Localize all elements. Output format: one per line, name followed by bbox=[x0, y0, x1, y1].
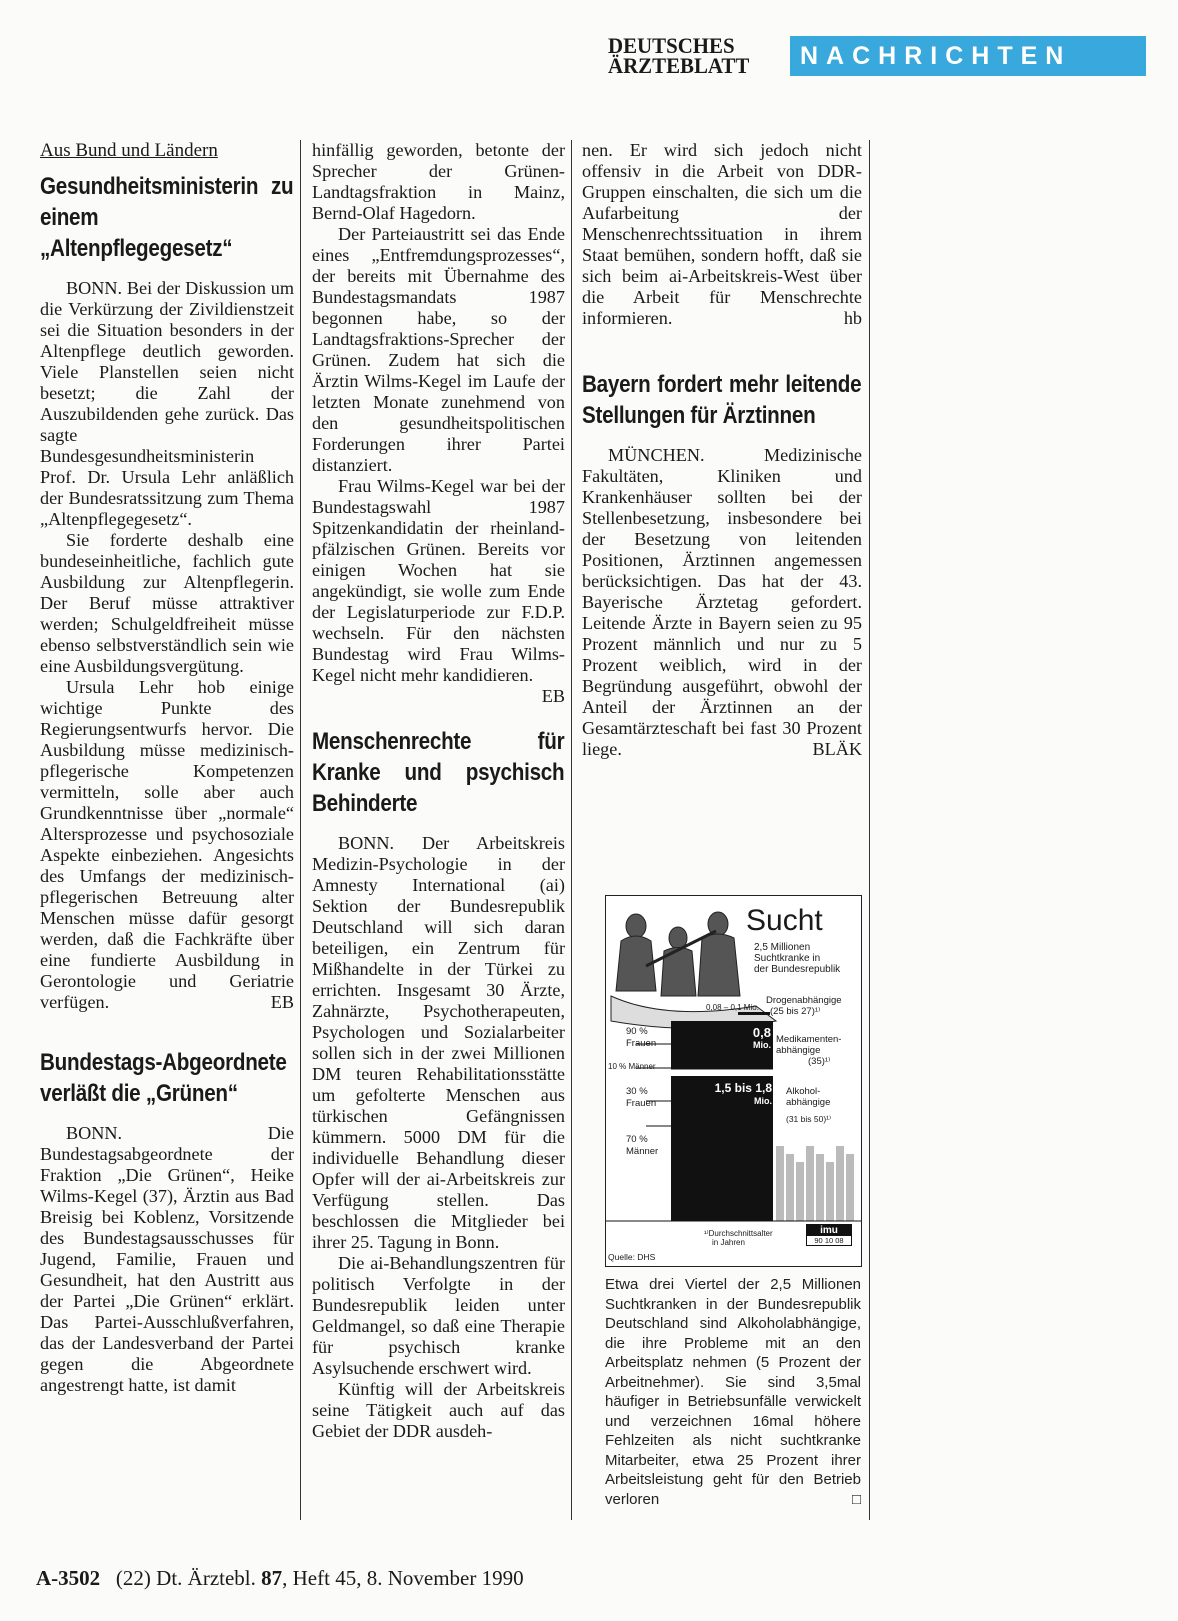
column-rule bbox=[571, 140, 572, 1520]
article-paragraph bbox=[40, 677, 294, 1013]
background-texture-bar bbox=[776, 1146, 784, 1221]
column-rule bbox=[300, 140, 301, 1520]
column-4 bbox=[877, 140, 1145, 150]
drug-label-text: Drogenabhängige bbox=[766, 995, 842, 1006]
alc-value bbox=[704, 1082, 772, 1108]
section-banner: NACHRICHTEN bbox=[790, 36, 1146, 76]
alc-value-number: 1,5 bis 1,8 bbox=[714, 1081, 772, 1095]
med-women-share bbox=[626, 1026, 656, 1050]
page-number: A-3502 bbox=[36, 1566, 101, 1590]
med-women-label: Frauen bbox=[626, 1038, 657, 1049]
chart-footnote-line1: ¹⁾Durchschnittsalter bbox=[704, 1229, 773, 1238]
headline-bayern: Bayern fordert mehr leitende Stellungen für Ärztinnen bbox=[582, 371, 862, 429]
alc-women-label: Frauen bbox=[626, 1098, 657, 1109]
column-rule bbox=[869, 140, 870, 1520]
med-value bbox=[746, 1026, 771, 1052]
chart-footnote bbox=[704, 1229, 773, 1247]
alc-label bbox=[786, 1086, 831, 1125]
addiction-chart bbox=[605, 895, 862, 1267]
masthead-line1: DEUTSCHES bbox=[608, 33, 735, 58]
med-value-unit: Mio. bbox=[753, 1040, 771, 1050]
article-paragraph: hinfällig geworden, betonte der Sprecher der Grünen-Landtagsfraktion in Mainz, Bernd-Olaf Hagedorn. bbox=[312, 140, 565, 223]
med-label-line2: abhängige bbox=[776, 1045, 821, 1056]
med-women-pct: 90 % bbox=[626, 1026, 648, 1037]
article-paragraph: BONN. Bei der Diskussion um die Verkürzung der Zivildienstzeit sei die Situation besonders in der Altenpflege deutlich geworden. Viele Planstellen seien nicht besetzt; die Zahl der Auszubildenden gehe zurück. Das sagte Bundesgesundheitsministerin Prof. Dr. Ursula Lehr anläßlich der Bundesratssitzung zum Thema „Altenpflegegesetz“. bbox=[40, 278, 294, 529]
author-signature: hb bbox=[843, 308, 862, 328]
drug-age: (25 bis 27)¹⁾ bbox=[770, 1006, 821, 1017]
alc-label-line1: Alkohol- bbox=[786, 1086, 821, 1097]
issue-date: , Heft 45, 8. November 1990 bbox=[282, 1566, 524, 1590]
med-age: (35)¹⁾ bbox=[808, 1056, 831, 1067]
imu-logo bbox=[806, 1224, 852, 1246]
chart-subtitle-line2: Suchtkranke in bbox=[754, 953, 821, 964]
author-signature: BLÄK bbox=[812, 739, 862, 759]
alc-value-unit: Mio. bbox=[754, 1096, 772, 1106]
chart-subtitle bbox=[754, 942, 840, 975]
article-paragraph: Der Parteiaustritt sei das Ende eines „Entfremdungsprozesses“, der bereits mit Übernahme des Bundestagsmandats 1987 begonnen habe, so der Landtagsfraktions-Sprecher der Grünen. Zudem hat sich die Ärztin Wilms-Kegel im Laufe der letzten Monate zunehmend von den gesundheitspolitischen Forderungen ihrer Partei distanziert. bbox=[312, 224, 565, 475]
article-paragraph: BONN. Die Bundestagsabgeordnete der Fraktion „Die Grünen“, Heike Wilms-Kegel (37), Ärztin aus Bad Breisig bei Koblenz, Vorsitzende des Bundestagsausschusses für Jugend, Familie, Frauen und Gesundheit, hat den Austritt aus der Partei „Die Grünen“ erklärt. Das Partei-Ausschlußverfahren, das der Landesverband der Partei gegen die Abgeordnete angestrengt hatte, ist damit bbox=[40, 1123, 294, 1395]
article-text: Ursula Lehr hob einige wichtige Punkte des Regierungsentwurfs hervor. Die Ausbildung müsse medizinisch-pflegerische Kompetenzen vermitteln, solle aber auch Grundkenntnisse über „normale“ Altersprozesse und psychosoziale Aspekte einbeziehen. Angesichts des Umfangs der medizinisch-pflegerischen Betreuung alter Menschen müsse dafür gesorgt werden, daß die Fachkräfte über eine fundierte Ausbildung in Gerontologie und Geriatrie verfügen. bbox=[40, 677, 294, 1012]
masthead-line2: ÄRZTEBLATT bbox=[608, 53, 750, 78]
chart-caption-text: Etwa drei Viertel der 2,5 Millionen Suchtkranken in der Bundesrepublik Deutschland sind Alkoholabhängige, die ihre Probleme mit an den Arbeitsplatz nehmen (5 Prozent der Arbeitnehmer). Sie sind 3,5mal häufiger in Betriebsunfälle verwickelt und verzeichnen 16mal höhere Fehlzeiten als nicht suchtkranke Mitarbeiter, etwa 25 Prozent ihrer Arbeitsleistung geht für den Betrieb verloren bbox=[605, 1276, 861, 1508]
imu-logo-text: imu bbox=[807, 1225, 851, 1236]
figures-illustration bbox=[616, 912, 740, 996]
headline-abgeordnete: Bundestags-Abgeordnete verläßt die „Grünen“ bbox=[40, 1049, 287, 1107]
article-paragraph: BONN. Der Arbeitskreis Medizin-Psychologie in der Amnesty International (ai) Sektion der Bundesrepublik Deutschland will sich daran beteiligen, ein Zentrum für Mißhandelte in der Türkei zu errichten. Insgesamt 30 Ärzte, Zahnärzte, Psychotherapeuten, Psychologen und Sozialarbeiter sollen sich in der zwei Millionen DM teuren Rehabilitationsstätte um gefolterte Menschen aus türkischen Gefängnissen kümmern. 5000 DM für die individuelle Behandlung dieser Opfer will der ai-Arbeitskreis zur Verfügung stellen. Das beschlossen die Mitglieder bei ihrer 25. Tagung in Bonn. bbox=[312, 833, 565, 1252]
article-text: Frau Wilms-Kegel war bei der Bundestagswahl 1987 Spitzenkandidatin der rheinland-pfälzischen Grünen. Bereits vor einigen Wochen hat sie angekündigt, sie wolle zum Ende der Legislaturperiode zur F.D.P. wechseln. Für den nächsten Bundestag wird Frau Wilms-Kegel nicht mehr kandidieren. bbox=[312, 476, 565, 685]
chart-caption bbox=[605, 1275, 861, 1509]
article-paragraph bbox=[582, 445, 862, 760]
background-texture-bar bbox=[836, 1146, 844, 1221]
article-paragraph bbox=[312, 476, 565, 706]
article-text: MÜNCHEN. Medizinische Fakultäten, Kliniken und Krankenhäuser sollten bei der Stellenbesetzung, insbesondere bei der Besetzung von leitenden Positionen, Ärztinnen angemessen berücksichtigen. Das hat der 43. Bayerische Ärztetag gefordert. Leitende Ärzte in Bayern seien zu 95 Prozent männlich und nur zu 5 Prozent weiblich, wird in der Begründung ausgeführt, obwohl der Anteil der Ärztinnen an der Gesamtärzteschaft bei fast 30 Prozent liege. bbox=[582, 445, 862, 759]
med-men-share: 10 % Männer bbox=[608, 1062, 656, 1071]
end-mark: □ bbox=[851, 1490, 861, 1508]
headline-menschenrechte: Menschenrechte für Kranke und psychisch Behinderte bbox=[312, 728, 565, 817]
article-paragraph: Sie forderte deshalb eine bundeseinheitliche, fachlich gute Ausbildung zur Altenpflegerin. Der Beruf müsse attraktiver werden; Schulgeldfreiheit müsse ebenso selbstverständlich sein wie eine Ausbildungsvergütung. bbox=[40, 530, 294, 676]
background-texture-bar bbox=[796, 1162, 804, 1221]
article-text: nen. Er wird sich jedoch nicht offensiv in die Arbeit von DDR-Gruppen einschalten, die sich um die Aufarbeitung der Menschenrechtssituation in ihrem Staat bemühen, sondern hofft, daß sie sich beim ai-Arbeitskreis-West über die Arbeit für Menschrechte informieren. bbox=[582, 140, 862, 328]
med-label-line1: Medikamenten- bbox=[776, 1034, 842, 1045]
article-paragraph: Die ai-Behandlungszentren für politisch Verfolgte in der Bundesrepublik leiden unter Geldmangel, so daß eine Therapie für psychisch kranke Asylsuchende erschwert wird. bbox=[312, 1253, 565, 1378]
med-label bbox=[776, 1034, 841, 1067]
alc-women-pct: 30 % bbox=[626, 1086, 648, 1097]
chart-source: Quelle: DHS bbox=[608, 1252, 656, 1262]
journal-ref: (22) Dt. Ärztebl. bbox=[115, 1566, 256, 1590]
background-texture-bar bbox=[826, 1162, 834, 1221]
drug-label bbox=[766, 995, 842, 1017]
article-paragraph: Künftig will der Arbeitskreis seine Tätigkeit auch auf das Gebiet der DDR ausdeh- bbox=[312, 1379, 565, 1441]
page-footer bbox=[36, 1566, 524, 1591]
chart-subtitle-line1: 2,5 Millionen bbox=[754, 942, 811, 953]
imu-code: 90 10 08 bbox=[814, 1236, 844, 1245]
column-3 bbox=[582, 140, 862, 760]
column-1 bbox=[40, 140, 294, 1396]
med-value-number: 0,8 bbox=[752, 1025, 771, 1040]
background-texture-bar bbox=[846, 1154, 854, 1221]
alc-men-pct: 70 % bbox=[626, 1134, 648, 1145]
chart-title: Sucht bbox=[746, 904, 823, 937]
author-signature: EB bbox=[541, 686, 565, 706]
masthead-logo bbox=[608, 33, 768, 78]
headline-altenpflegegesetz: Gesundheitsministerin zu einem „Altenpflegegesetz“ bbox=[40, 173, 294, 262]
article-paragraph bbox=[582, 140, 862, 329]
background-texture-bar bbox=[806, 1146, 814, 1221]
background-texture-bar bbox=[786, 1154, 794, 1221]
background-texture-bar bbox=[816, 1154, 824, 1221]
chart-footnote-line2: in Jahren bbox=[712, 1238, 745, 1247]
section-kicker: Aus Bund und Ländern bbox=[40, 140, 218, 161]
alc-men-label: Männer bbox=[626, 1146, 659, 1157]
column-2 bbox=[312, 140, 565, 1442]
alc-label-line2: abhängige bbox=[786, 1097, 831, 1108]
author-signature: EB bbox=[270, 992, 294, 1012]
alc-men-share bbox=[626, 1134, 658, 1158]
alc-age: (31 bis 50)¹⁾ bbox=[786, 1114, 832, 1124]
drug-range-label: 0,08 – 0,1 Mio. bbox=[706, 1003, 759, 1012]
volume: 87 bbox=[261, 1566, 283, 1590]
alc-women-share bbox=[626, 1086, 656, 1110]
chart-subtitle-line3: der Bundesrepublik bbox=[754, 964, 841, 975]
